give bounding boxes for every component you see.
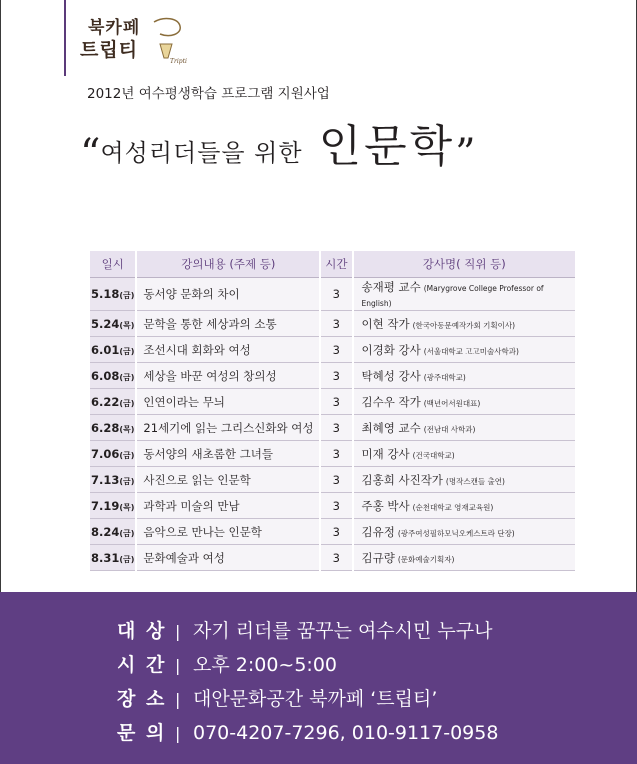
row-hours: 3 — [320, 519, 352, 545]
table-row — [90, 389, 575, 415]
table-row — [90, 337, 575, 363]
table-row — [90, 519, 575, 545]
row-day: (목) — [119, 502, 135, 512]
row-date-value: 6.22 — [91, 394, 120, 409]
row-lecturer-affiliation: (서울대학교 고고미술사학과) — [423, 346, 519, 356]
info-time-label: 시 간 — [117, 654, 167, 676]
info-time — [117, 650, 337, 677]
row-lecturer-affiliation: (순천대학교 영재교육원) — [412, 502, 494, 512]
logo-line2: 트립티 — [80, 39, 139, 61]
schedule-table — [90, 251, 575, 571]
header-date: 일시 — [90, 251, 136, 278]
info-time-value: 오후 2:00~5:00 — [193, 654, 338, 676]
row-date — [90, 389, 136, 415]
info-place-label: 장 소 — [117, 688, 167, 710]
row-lecturer — [353, 441, 576, 467]
row-date-value: 8.31 — [91, 550, 120, 565]
row-day: (금) — [119, 528, 135, 538]
info-target-label: 대 상 — [117, 620, 167, 642]
table-row — [90, 278, 575, 311]
row-date-value: 5.18 — [91, 287, 120, 301]
info-contact — [117, 718, 498, 745]
row-date — [90, 337, 136, 363]
row-lecturer — [353, 311, 576, 337]
row-lecturer-name: 김유정 — [361, 524, 395, 539]
row-date-value: 7.06 — [91, 446, 120, 461]
row-lecturer — [353, 278, 576, 311]
separator: | — [175, 622, 181, 641]
table-row — [90, 467, 575, 493]
row-date — [90, 311, 136, 337]
row-lecturer — [353, 415, 576, 441]
row-lecturer — [353, 363, 576, 389]
header-hours: 시간 — [320, 251, 352, 278]
row-date — [90, 467, 136, 493]
program-subtitle: 2012년 여수평생학습 프로그램 지원사업 — [87, 86, 330, 102]
open-quote: “ — [80, 131, 101, 177]
info-target-value: 자기 리더를 꿈꾸는 여수시민 누구나 — [193, 620, 493, 642]
row-hours: 3 — [320, 363, 352, 389]
logo-subtext: Tripti — [170, 58, 187, 65]
row-lecturer-affiliation: (명작스캔들 출연) — [445, 476, 505, 486]
row-lecturer — [353, 337, 576, 363]
row-lecturer-affiliation: (광주대학교) — [423, 372, 466, 382]
row-lecturer — [353, 467, 576, 493]
row-date-value: 6.01 — [91, 342, 120, 357]
row-lecturer-affiliation: (건국대학교) — [412, 450, 455, 460]
info-target — [117, 616, 492, 643]
row-day: (금) — [119, 372, 135, 382]
row-day: (금) — [119, 554, 135, 564]
row-topic: 동서양 문화의 차이 — [136, 278, 320, 311]
row-date-value: 5.24 — [91, 316, 120, 331]
row-topic: 동서양의 새초롬한 그녀들 — [136, 441, 320, 467]
row-date-value: 8.24 — [91, 524, 120, 539]
row-lecturer-affiliation: (Marygrove College Professor of English) — [361, 284, 544, 308]
row-hours: 3 — [320, 389, 352, 415]
row-date — [90, 519, 136, 545]
row-lecturer-affiliation: (한국아동문예작가회 기획이사) — [412, 320, 516, 330]
row-date-value: 6.28 — [91, 420, 120, 435]
row-lecturer — [353, 519, 576, 545]
row-date — [90, 493, 136, 519]
row-hours: 3 — [320, 441, 352, 467]
info-contact-label: 문 의 — [117, 722, 167, 744]
row-lecturer-name: 주홍 박사 — [361, 498, 410, 513]
row-date — [90, 415, 136, 441]
row-topic: 인연이라는 무늬 — [136, 389, 320, 415]
row-hours: 3 — [320, 467, 352, 493]
row-day: (금) — [119, 346, 135, 356]
row-topic: 문화예술과 여성 — [136, 545, 320, 571]
info-place-value: 대안문화공간 북까페 ‘트립티’ — [193, 688, 438, 710]
row-date-value: 6.08 — [91, 368, 120, 383]
separator: | — [175, 690, 181, 709]
row-day: (금) — [119, 450, 135, 460]
close-quote: ” — [455, 131, 476, 177]
frame-border-left — [0, 0, 1, 592]
row-topic: 음악으로 만나는 인문학 — [136, 519, 320, 545]
row-hours: 3 — [320, 311, 352, 337]
info-panel — [0, 592, 637, 764]
row-lecturer-name: 최혜영 교수 — [361, 420, 421, 435]
table-row — [90, 363, 575, 389]
logo-line1: 북카페 — [88, 18, 141, 38]
table-row — [90, 441, 575, 467]
table-row — [90, 311, 575, 337]
table-row — [90, 545, 575, 571]
row-lecturer-name: 탁혜성 강사 — [361, 368, 421, 383]
row-topic: 문학을 통한 세상과의 소통 — [136, 311, 320, 337]
row-day: (금) — [119, 476, 135, 486]
row-date — [90, 441, 136, 467]
row-hours: 3 — [320, 337, 352, 363]
page-title — [80, 110, 476, 177]
row-topic: 세상을 바꾼 여성의 창의성 — [136, 363, 320, 389]
logo — [80, 14, 190, 72]
row-lecturer-name: 김수우 작가 — [361, 394, 421, 409]
header-lecturer: 강사명( 직위 등) — [353, 251, 576, 278]
row-date — [90, 278, 136, 311]
row-day: (금) — [119, 398, 135, 408]
row-lecturer — [353, 389, 576, 415]
header-divider — [64, 0, 66, 76]
row-hours: 3 — [320, 493, 352, 519]
separator: | — [175, 656, 181, 675]
row-lecturer-name: 미재 강사 — [361, 446, 410, 461]
row-lecturer-affiliation: (전남대 사학과) — [423, 424, 476, 434]
row-lecturer-name: 김규량 — [361, 550, 395, 565]
info-contact-value: 070-4207-7296, 010-9117-0958 — [193, 722, 499, 744]
row-lecturer-affiliation: (백년어서원대표) — [423, 398, 481, 408]
row-hours: 3 — [320, 415, 352, 441]
row-lecturer — [353, 545, 576, 571]
row-date-value: 7.13 — [91, 472, 120, 487]
row-date-value: 7.19 — [91, 498, 120, 513]
table-header-row — [90, 251, 575, 278]
row-lecturer — [353, 493, 576, 519]
title-part1: 여성리더들을 위한 — [100, 139, 303, 167]
row-date — [90, 545, 136, 571]
separator: | — [175, 724, 181, 743]
row-lecturer-name: 송재평 교수 — [361, 280, 421, 294]
row-day: (목) — [119, 424, 135, 434]
table-row — [90, 493, 575, 519]
row-lecturer-name: 이현 작가 — [361, 316, 410, 331]
row-lecturer-name: 김홍희 사진작가 — [361, 472, 443, 487]
row-topic: 21세기에 읽는 그리스신화와 여성 — [136, 415, 320, 441]
table-row — [90, 415, 575, 441]
row-hours: 3 — [320, 278, 352, 311]
title-part2: 인문학 — [318, 121, 456, 172]
row-date — [90, 363, 136, 389]
info-place — [117, 684, 437, 711]
header-topic: 강의내용 (주제 등) — [136, 251, 320, 278]
row-topic: 사진으로 읽는 인문학 — [136, 467, 320, 493]
row-day: (목) — [119, 320, 135, 330]
row-topic: 과학과 미술의 만남 — [136, 493, 320, 519]
row-day: (금) — [119, 291, 135, 300]
row-lecturer-name: 이경화 강사 — [361, 342, 421, 357]
row-hours: 3 — [320, 545, 352, 571]
row-lecturer-affiliation: (광주여성필하모닉오케스트라 단장) — [397, 528, 515, 538]
row-topic: 조선시대 회화와 여성 — [136, 337, 320, 363]
row-lecturer-affiliation: (문화예술기획자) — [397, 554, 455, 564]
